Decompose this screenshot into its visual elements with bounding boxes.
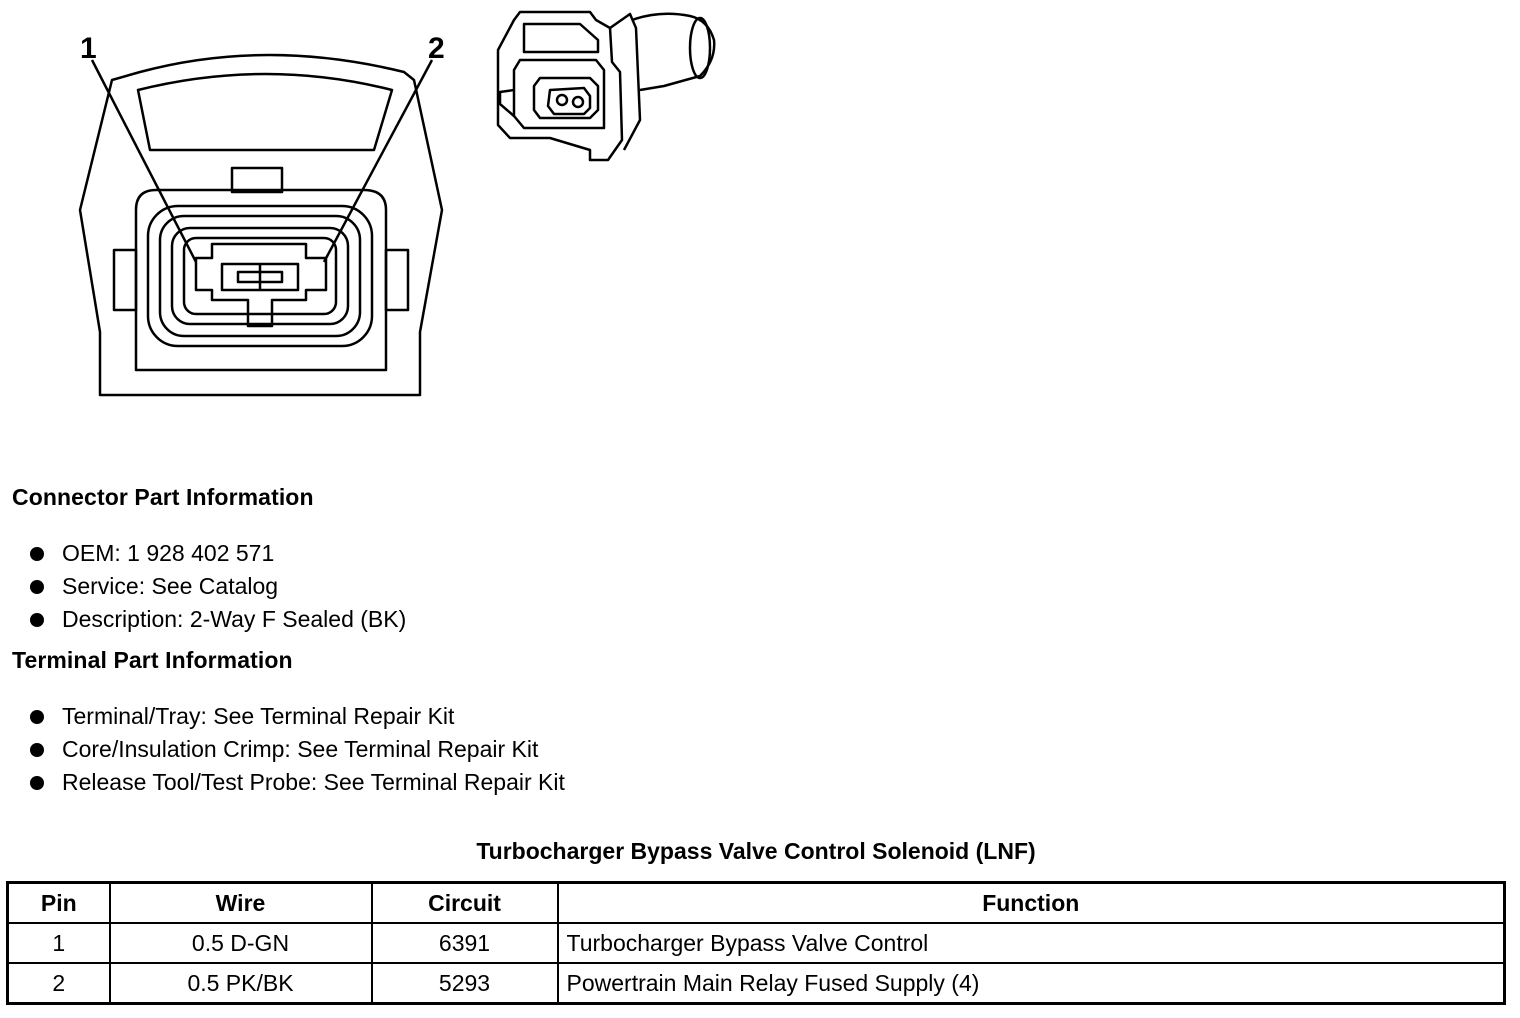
column-header-pin: Pin [8, 883, 110, 924]
bullet-icon [30, 710, 44, 724]
list-item [30, 700, 565, 733]
cell-wire: 0.5 PK/BK [110, 963, 372, 1004]
terminal-part-list [30, 700, 565, 799]
bullet-icon [30, 613, 44, 627]
cell-pin: 1 [8, 923, 110, 963]
list-item [30, 537, 406, 570]
list-item-text: Release Tool/Test Probe: See Terminal Repair Kit [62, 769, 565, 795]
list-item-text: Terminal/Tray: See Terminal Repair Kit [62, 703, 455, 729]
bullet-icon [30, 547, 44, 561]
list-item-text: Description: 2-Way F Sealed (BK) [62, 606, 407, 632]
pin-1-leader [92, 60, 196, 262]
table-header-row [8, 883, 1505, 924]
connector-part-list [30, 537, 406, 636]
list-item [30, 733, 565, 766]
cell-function: Powertrain Main Relay Fused Supply (4) [558, 963, 1505, 1004]
list-item [30, 570, 406, 603]
connector-diagram [0, 0, 760, 420]
cell-function: Turbocharger Bypass Valve Control [558, 923, 1505, 963]
connector-isometric-view [498, 12, 714, 160]
cell-circuit: 6391 [372, 923, 558, 963]
bullet-icon [30, 580, 44, 594]
list-item-text: Service: See Catalog [62, 573, 279, 599]
list-item-text: Core/Insulation Crimp: See Terminal Repair Kit [62, 736, 539, 762]
connector-top-window [138, 74, 392, 150]
list-item-text: OEM: 1 928 402 571 [62, 540, 275, 566]
list-item [30, 766, 565, 799]
pin-2-leader [324, 60, 432, 262]
pin-table [6, 881, 1506, 1005]
terminal-part-heading: Terminal Part Information [12, 647, 293, 673]
cell-wire: 0.5 D-GN [110, 923, 372, 963]
connector-part-heading: Connector Part Information [12, 484, 314, 510]
column-header-circuit: Circuit [372, 883, 558, 924]
bullet-icon [30, 776, 44, 790]
pin-1-label: 1 [80, 32, 97, 65]
connector-right-ear [386, 250, 408, 310]
cell-circuit: 5293 [372, 963, 558, 1004]
cell-pin: 2 [8, 963, 110, 1004]
connector-latch [232, 168, 282, 192]
connector-left-ear [114, 250, 136, 310]
column-header-function: Function [558, 883, 1505, 924]
bullet-icon [30, 743, 44, 757]
list-item [30, 603, 406, 636]
table-row [8, 923, 1505, 963]
table-row [8, 963, 1505, 1004]
column-header-wire: Wire [110, 883, 372, 924]
pin-table-title: Turbocharger Bypass Valve Control Solenoid (LNF) [476, 838, 1036, 864]
pin-2-label: 2 [428, 32, 445, 65]
